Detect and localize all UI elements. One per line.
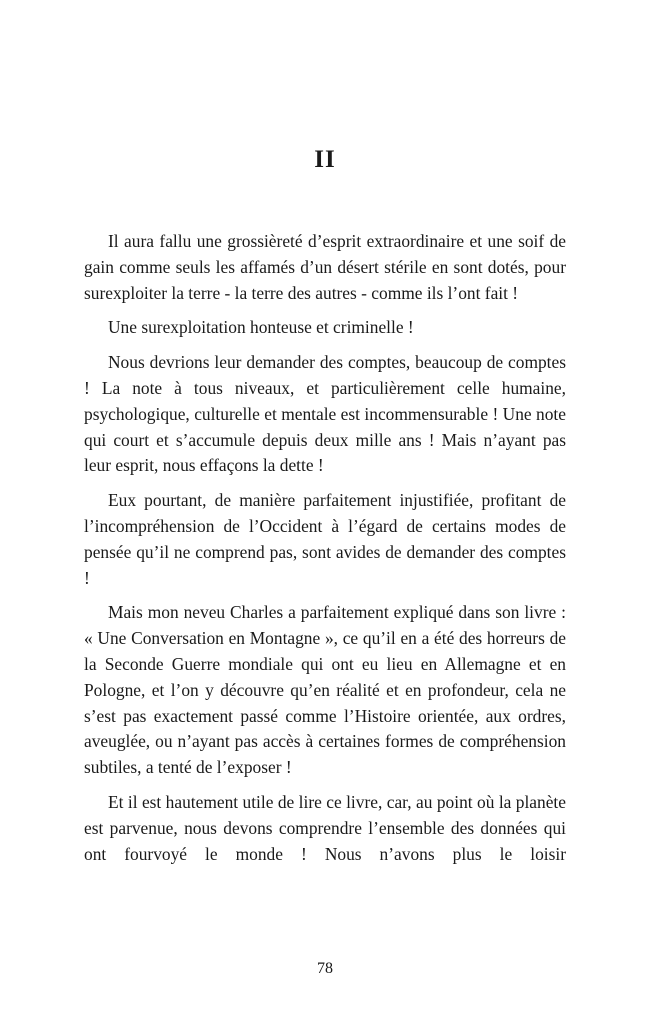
paragraph: Nous devrions leur demander des comptes, beaucoup de comptes ! La note à tous niveaux, et particulièrement celle humaine, psychologique, culturelle et mentale est incommensurable ! Une note qui court et s’accumule depuis deux mille ans ! Mais n’ayant pas leur esprit, nous effaçons la dette ! bbox=[84, 352, 566, 476]
paragraph: Et il est hautement utile de lire ce livre, car, au point où la planète est parvenue, nous devons comprendre l’ensemble des données qui ont fourvoyé le monde ! Nous n’avons plus le loisir bbox=[84, 791, 566, 864]
paragraph: Mais mon neveu Charles a parfaitement expliqué dans son livre : « Une Conversation en Montagne », ce qu’il en a été des horreurs de la Seconde Guerre mondiale qui ont eu lieu en Allemagne et en Pologne, et l’on y découvre qu’en réalité et en profondeur, cela ne s’est pas exactement passé comme l’Histoire orientée, aux ordres, aveuglée, ou n’ayant pas accès à certaines formes de compréhension subtiles, a tenté de l’exposer ! bbox=[84, 602, 566, 778]
paragraph: Une surexploitation honteuse et criminelle ! bbox=[108, 317, 414, 338]
paragraph: Il aura fallu une grossièreté d’esprit extraordinaire et une soif de gain comme seuls les affamés d’un désert stérile en sont dotés, pour surexploiter la terre - la terre des autres - comme ils l’ont fait ! bbox=[84, 231, 566, 303]
paragraph: Eux pourtant, de manière parfaitement injustifiée, profitant de l’incompréhension de l’Occident à l’égard de certains modes de pensée qu’il ne comprend pas, sont avides de demander des comptes ! bbox=[84, 490, 566, 588]
body-text bbox=[84, 229, 566, 876]
page-number: 78 bbox=[317, 960, 333, 977]
chapter-title: II bbox=[314, 146, 336, 173]
